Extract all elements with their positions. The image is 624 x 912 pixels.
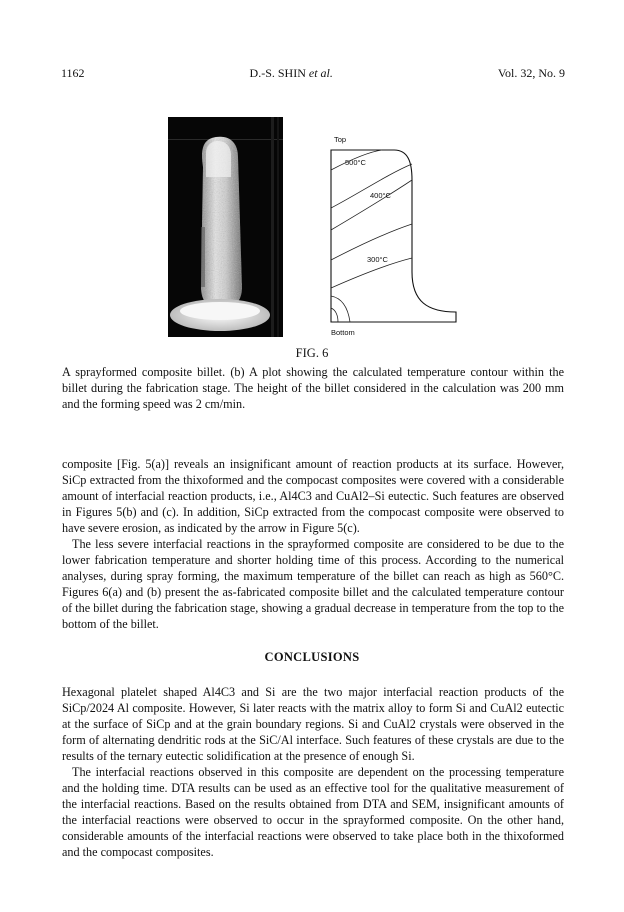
top-label: Top: [334, 135, 347, 144]
body-paragraph: The less severe interfacial reactions in the sprayformed composite are considered to be due to the lower fabrication temperature and shorter holding time of this process. According to the numerical analyses, during spray forming, the maximum temperature of the billet can reach as high as 560°C. Figures 6(a) and (b) present the as-fabricated composite billet and the calculated temperature contour of the billet during the fabrication stage, showing a gradual decrease in temperature from the top to the bottom of the billet.: [62, 537, 564, 632]
page-number: 1162: [61, 66, 85, 80]
section-heading: CONCLUSIONS: [264, 650, 360, 664]
billet-outline: [331, 150, 456, 322]
running-header: [61, 66, 565, 81]
contour-label-400: 400°C: [370, 191, 391, 200]
figure-caption: A sprayformed composite billet. (b) A plot showing the calculated temperature contour within the billet during the fabrication stage. The height of the billet considered in the calculation was 200 mm and the forming speed was 2 cm/min.: [62, 365, 564, 411]
bottom-label: Bottom: [331, 328, 355, 337]
contour-line: [331, 296, 350, 322]
contour-label-300: 300°C: [367, 255, 388, 264]
body-paragraph: composite [Fig. 5(a)] reveals an insignificant amount of reaction products at its surface. However, SiCp extracted from the thixoformed and the compocast composites were covered with a considerable amount of interfacial reaction products, i.e., Al4C3 and CuAl2–Si eutectic. Such features are observed in Figures 5(b) and (c). In addition, SiCp extracted from the compocast composite were observed to have severe erosion, as indicated by the arrow in Figure 5(c).: [62, 457, 564, 536]
conclusions-paragraph: The interfacial reactions observed in this composite are dependent on the processing temperature and the holding time. DTA results can be used as an effective tool for the qualitative measurement of the interfacial reactions. Based on the results obtained from DTA and SEM, insignificant amounts of the interfacial reactions were observed to occur in the sprayformed composite. On the other hand, considerable amounts of the interfacial reactions were observed to take place both in the thixoformed and the compocast composites.: [62, 765, 564, 860]
figure-6: [168, 112, 468, 344]
volume-info: Vol. 32, No. 9: [497, 66, 565, 80]
authors-name: D.-S. SHIN: [249, 66, 309, 80]
temperature-contour-plot: [328, 112, 468, 344]
conclusions-paragraph: Hexagonal platelet shaped Al4C3 and Si are the two major interfacial reaction products of the SiCp/2024 Al composite. However, Si later reacts with the matrix alloy to form Si and CuAl2 eutectic at the surface of SiCp and at the grain boundary regions. Si and CuAl2 crystals were observed in the form of alternating dendritic rods at the SiC/Al interface. Such features of these crystals are due to the results of the ternary eutectic solidification at the presence of enough Si.: [62, 685, 564, 764]
billet-photo-image: [168, 117, 283, 337]
contour-line: [331, 164, 412, 208]
contour-line: [331, 308, 338, 322]
figure-label: FIG. 6: [295, 346, 329, 360]
authors-etal: et al.: [308, 66, 333, 80]
running-authors: [250, 66, 333, 81]
contour-plot-svg: [328, 112, 468, 344]
contour-label-500: 500°C: [345, 158, 366, 167]
billet-photo: [168, 117, 283, 337]
contour-line: [331, 180, 412, 230]
